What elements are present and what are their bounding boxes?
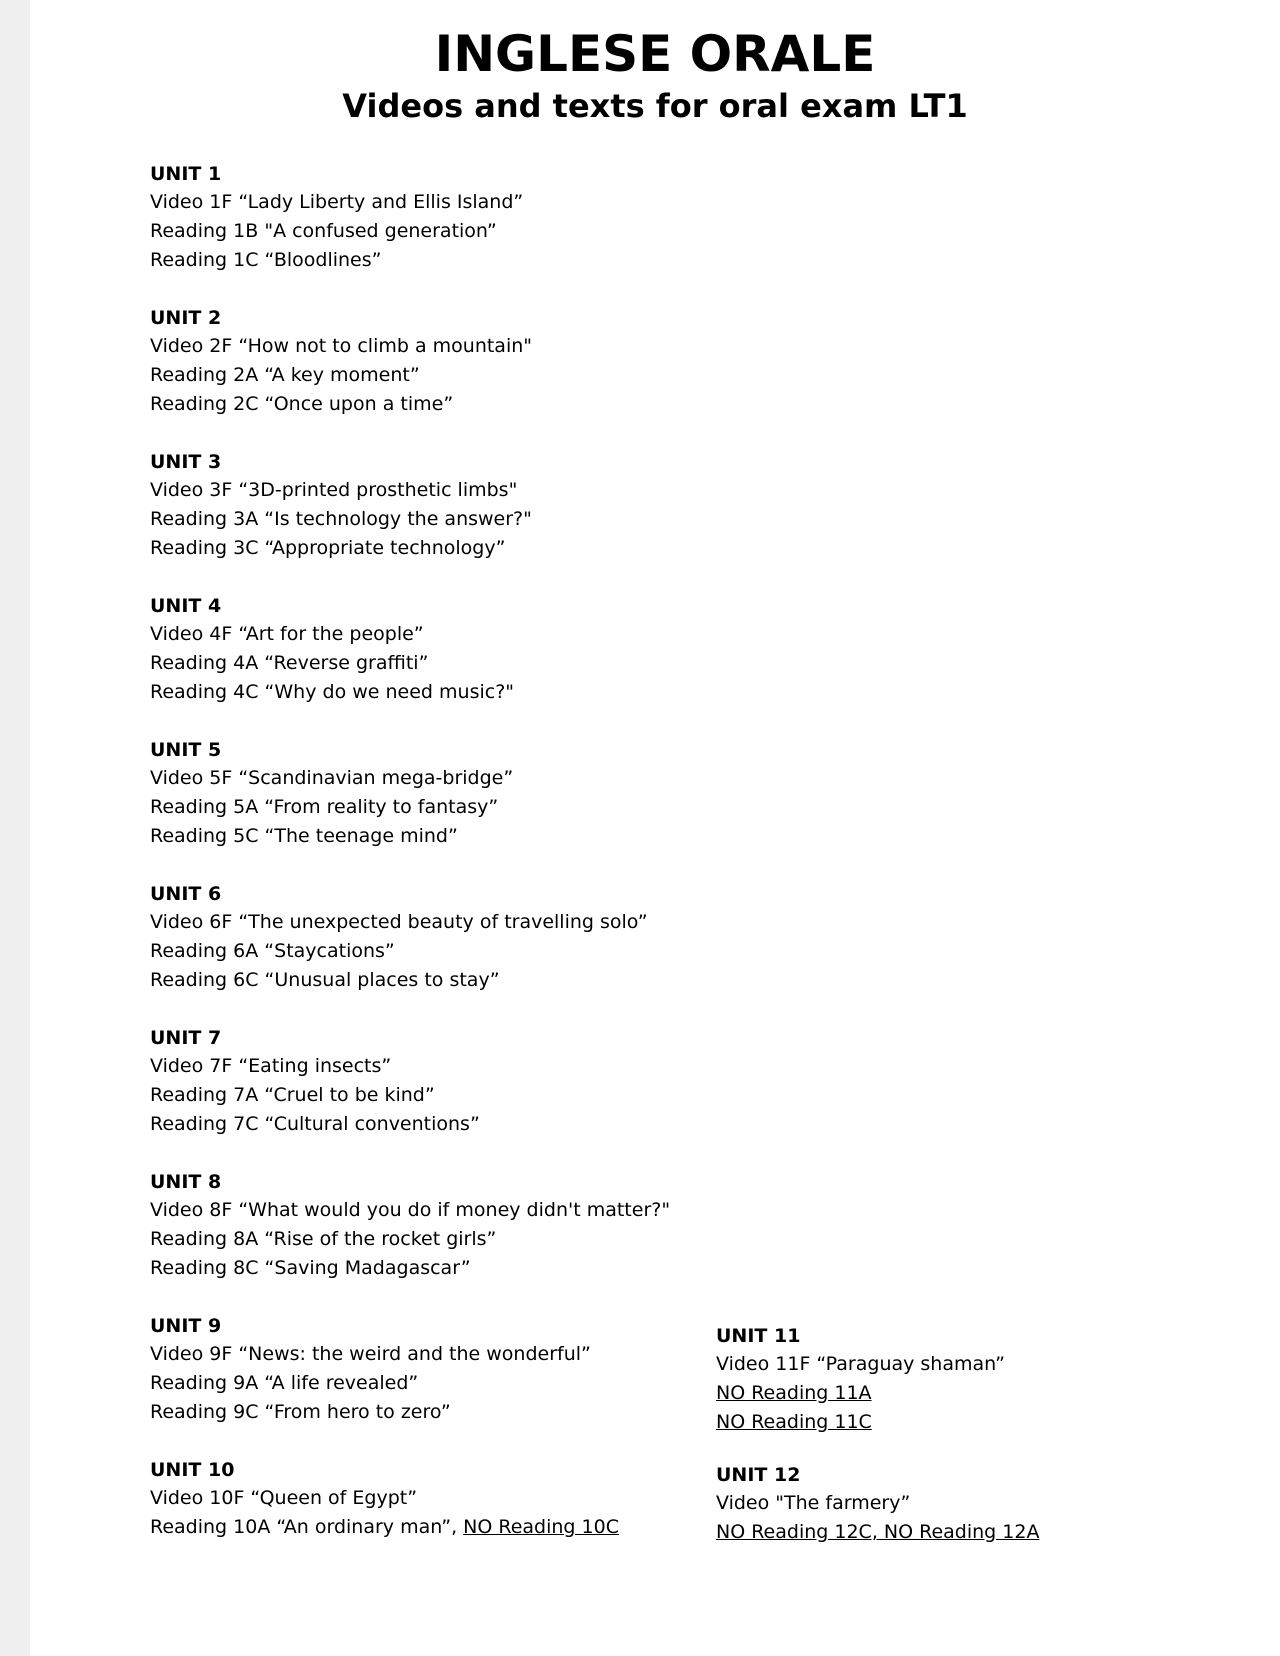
reading-item: Reading 9A “A life revealed”	[150, 1372, 419, 1394]
video-item: Video "The farmery”	[716, 1492, 911, 1514]
reading-item: Reading 6A “Staycations”	[150, 940, 395, 962]
unit-7	[150, 1024, 710, 1139]
video-item: Video 4F “Art for the people”	[150, 623, 424, 645]
reading-item: Reading 2A “A key moment”	[150, 364, 420, 386]
unit-10	[150, 1456, 710, 1542]
reading-item: Reading 2C “Once upon a time”	[150, 393, 454, 415]
video-item: Video 2F “How not to climb a mountain"	[150, 335, 533, 357]
left-column	[150, 160, 710, 1571]
no-reading-note: NO Reading 12C, NO Reading 12A	[716, 1521, 1040, 1543]
no-reading-note: NO Reading 11A	[716, 1382, 872, 1404]
video-item: Video 10F “Queen of Egypt”	[150, 1487, 418, 1509]
unit-title: UNIT 6	[150, 883, 222, 905]
unit-3	[150, 448, 710, 563]
unit-title: UNIT 4	[150, 595, 222, 617]
unit-8	[150, 1168, 710, 1283]
unit-title: UNIT 11	[716, 1325, 801, 1347]
unit-1	[150, 160, 710, 275]
unit-title: UNIT 5	[150, 739, 222, 761]
unit-title: UNIT 10	[150, 1459, 235, 1481]
video-item: Video 11F “Paraguay shaman”	[716, 1353, 1005, 1375]
reading-item: Reading 7C “Cultural conventions”	[150, 1113, 480, 1135]
reading-item: Reading 4C “Why do we need music?"	[150, 681, 515, 703]
video-item: Video 8F “What would you do if money didn't matter?"	[150, 1199, 671, 1221]
unit-title: UNIT 1	[150, 163, 222, 185]
right-column	[716, 1322, 1236, 1576]
no-reading-note: NO Reading 11C	[716, 1411, 872, 1433]
reading-item: Reading 1B "A confused generation”	[150, 220, 497, 242]
unit-title: UNIT 3	[150, 451, 222, 473]
unit-title: UNIT 9	[150, 1315, 222, 1337]
video-item: Video 6F “The unexpected beauty of travelling solo”	[150, 911, 648, 933]
video-item: Video 7F “Eating insects”	[150, 1055, 392, 1077]
no-reading-note: NO Reading 10C	[463, 1516, 619, 1538]
unit-title: UNIT 12	[716, 1464, 801, 1486]
video-item: Video 9F “News: the weird and the wonderful”	[150, 1343, 591, 1365]
document-subtitle: Videos and texts for oral exam LT1	[342, 87, 968, 125]
reading-item: Reading 5C “The teenage mind”	[150, 825, 458, 847]
video-item: Video 1F “Lady Liberty and Ellis Island”	[150, 191, 524, 213]
reading-item: Reading 9C “From hero to zero”	[150, 1401, 451, 1423]
reading-item: Reading 10A “An ordinary man”,	[150, 1516, 464, 1538]
reading-item: Reading 5A “From reality to fantasy”	[150, 796, 499, 818]
reading-item: Reading 7A “Cruel to be kind”	[150, 1084, 435, 1106]
unit-title: UNIT 7	[150, 1027, 222, 1049]
unit-5	[150, 736, 710, 851]
unit-2	[150, 304, 710, 419]
unit-11	[716, 1322, 1236, 1437]
video-item: Video 3F “3D-printed prosthetic limbs"	[150, 479, 518, 501]
reading-item: Reading 3C “Appropriate technology”	[150, 537, 506, 559]
reading-line	[150, 1513, 710, 1542]
reading-item: Reading 8A “Rise of the rocket girls”	[150, 1228, 497, 1250]
unit-title: UNIT 8	[150, 1171, 222, 1193]
reading-item: Reading 6C “Unusual places to stay”	[150, 969, 500, 991]
reading-item: Reading 8C “Saving Madagascar”	[150, 1257, 471, 1279]
reading-item: Reading 4A “Reverse graffiti”	[150, 652, 429, 674]
unit-9	[150, 1312, 710, 1427]
unit-title: UNIT 2	[150, 307, 222, 329]
reading-item: Reading 3A “Is technology the answer?"	[150, 508, 532, 530]
document-title: INGLESE ORALE	[434, 25, 876, 83]
unit-4	[150, 592, 710, 707]
unit-12	[716, 1461, 1236, 1547]
unit-6	[150, 880, 710, 995]
document-page	[30, 0, 1280, 1656]
reading-item: Reading 1C “Bloodlines”	[150, 249, 382, 271]
video-item: Video 5F “Scandinavian mega-bridge”	[150, 767, 514, 789]
